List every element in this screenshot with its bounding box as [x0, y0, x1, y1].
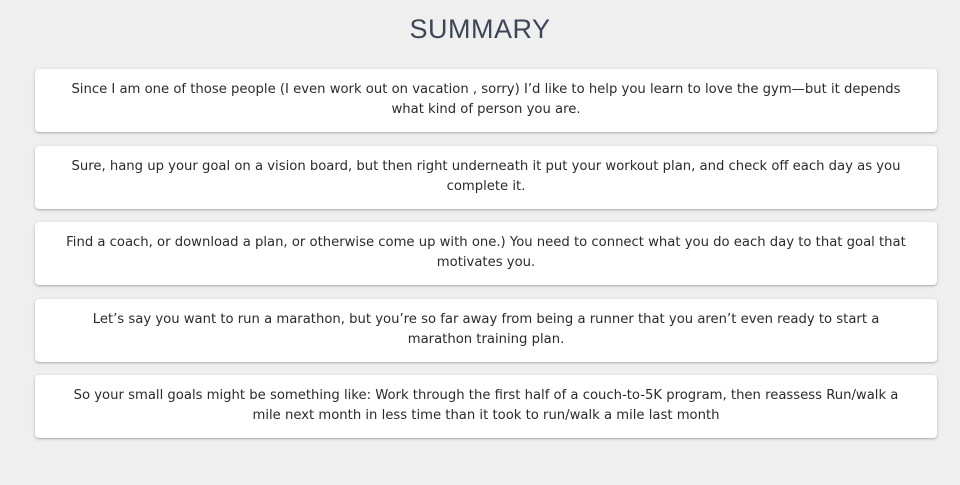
summary-card: Since I am one of those people (I even work out on vacation , sorry) I’d like to help you learn to love the gym—but it depends what kind of person you are.: [35, 69, 937, 132]
summary-card-list: [35, 69, 937, 452]
page-title: SUMMARY: [409, 14, 551, 44]
summary-card: Let’s say you want to run a marathon, but you’re so far away from being a runner that you aren’t even ready to start a marathon training plan.: [35, 299, 937, 362]
summary-card: So your small goals might be something like: Work through the first half of a couch-to-5K program, then reassess Run/walk a mile next month in less time than it took to run/walk a mile last month: [35, 375, 937, 438]
summary-card: Find a coach, or download a plan, or otherwise come up with one.) You need to connect what you do each day to that goal that motivates you.: [35, 222, 937, 285]
summary-card: Sure, hang up your goal on a vision board, but then right underneath it put your workout plan, and check off each day as you complete it.: [35, 146, 937, 209]
